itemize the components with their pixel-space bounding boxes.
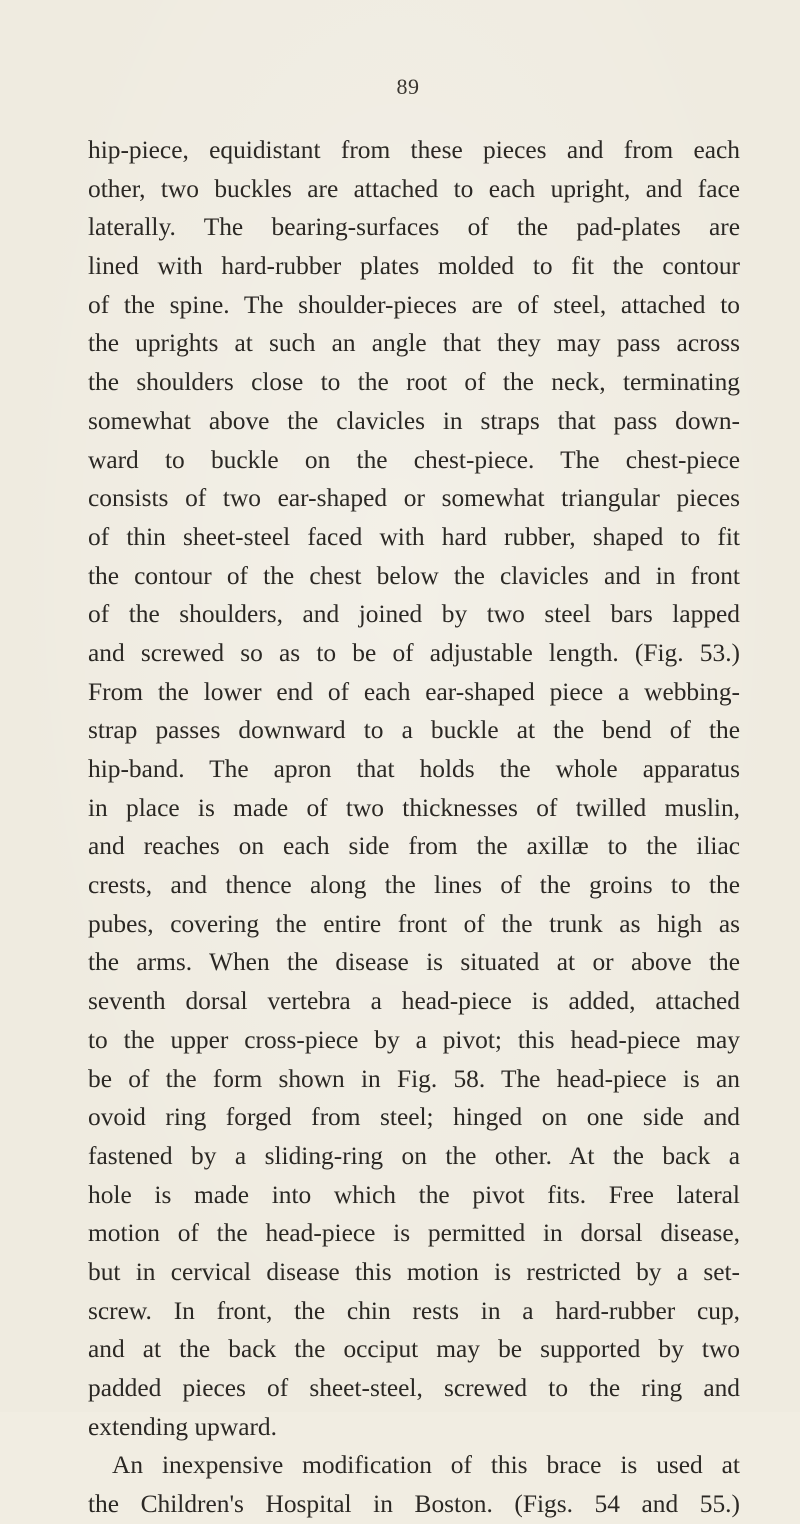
text-line: and screwed so as to be of adjustable length. (Fig. 53.) [88, 638, 740, 667]
text-line: strap passes downward to a buckle at the bend of the [88, 716, 740, 745]
text-line: of the shoulders, and joined by two steel bars lapped [88, 600, 740, 629]
text-line: in place is made of two thicknesses of twilled muslin, [88, 793, 740, 822]
text-line: and reaches on each side from the axillæ to the iliac [88, 832, 740, 861]
text-line: pubes, covering the entire front of the trunk as high as [88, 909, 740, 938]
text-line: the contour of the chest below the clavicles and in front [88, 561, 740, 590]
body-text [88, 131, 740, 1524]
text-line: laterally. The bearing-surfaces of the pad-plates are [88, 213, 740, 242]
text-line: ovoid ring forged from steel; hinged on one side and [88, 1103, 740, 1132]
text-line: crests, and thence along the lines of the groins to the [88, 871, 740, 900]
text-line: the uprights at such an angle that they may pass across [88, 329, 740, 358]
text-line: of the spine. The shoulder-pieces are of steel, attached to [88, 290, 740, 319]
text-line: seventh dorsal vertebra a head-piece is added, attached [88, 987, 740, 1016]
text-line: screw. In front, the chin rests in a hard-rubber cup, [88, 1296, 740, 1325]
text-line: ward to buckle on the chest-piece. The chest-piece [88, 445, 740, 474]
text-line: lined with hard-rubber plates molded to fit the contour [88, 252, 740, 281]
text-line: be of the form shown in Fig. 58. The head-piece is an [88, 1064, 740, 1093]
text-line: extending upward. [88, 1412, 277, 1441]
paragraph-start-line: An inexpensive modification of this brace is used at [112, 1451, 740, 1480]
text-line: somewhat above the clavicles in straps that pass down- [88, 406, 740, 435]
text-line: fastened by a sliding-ring on the other. At the back a [88, 1141, 740, 1170]
page-number: 89 [396, 74, 420, 99]
text-line: to the upper cross-piece by a pivot; this head-piece may [88, 1025, 740, 1054]
text-line: of thin sheet-steel faced with hard rubber, shaped to fit [88, 522, 740, 551]
text-line: From the lower end of each ear-shaped piece a webbing- [88, 677, 740, 706]
text-line: motion of the head-piece is permitted in dorsal disease, [88, 1219, 740, 1248]
text-line: padded pieces of sheet-steel, screwed to the ring and [88, 1374, 740, 1402]
text-line: hole is made into which the pivot fits. Free lateral [88, 1180, 740, 1209]
text-line: and at the back the occiput may be supported by two [88, 1335, 740, 1364]
text-line: hip-band. The apron that holds the whole apparatus [88, 755, 740, 783]
text-line: hip-piece, equidistant from these pieces and from each [88, 136, 740, 164]
text-line: but in cervical disease this motion is restricted by a set- [88, 1257, 740, 1286]
text-line: the Children's Hospital in Boston. (Figs. 54 and 55.) [88, 1490, 740, 1519]
text-line: the shoulders close to the root of the neck, terminating [88, 368, 740, 397]
text-line: the arms. When the disease is situated at or above the [88, 948, 740, 977]
text-line: consists of two ear-shaped or somewhat triangular pieces [88, 484, 740, 513]
text-line: other, two buckles are attached to each upright, and face [88, 174, 740, 203]
